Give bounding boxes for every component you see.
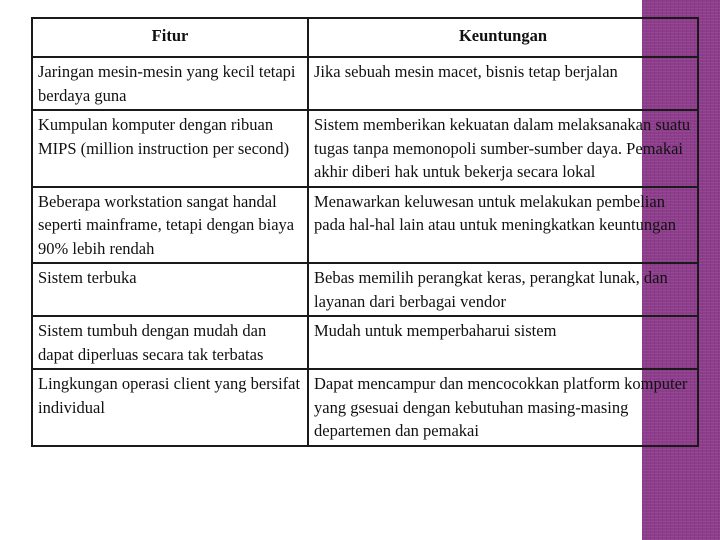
cell-keuntungan: Dapat mencampur dan mencocokkan platform komputer yang gsesuai dengan kebutuhan masing-masing departemen dan pemakai	[308, 369, 698, 446]
cell-fitur: Kumpulan komputer dengan ribuan MIPS (million instruction per second)	[32, 110, 308, 187]
header-keuntungan: Keuntungan	[308, 18, 698, 57]
table-row	[32, 316, 698, 369]
cell-keuntungan: Mudah untuk memperbaharui sistem	[308, 316, 698, 369]
table-row	[32, 263, 698, 316]
cell-keuntungan: Bebas memilih perangkat keras, perangkat lunak, dan layanan dari berbagai vendor	[308, 263, 698, 316]
cell-fitur: Sistem tumbuh dengan mudah dan dapat diperluas secara tak terbatas	[32, 316, 308, 369]
features-table	[31, 17, 699, 447]
cell-keuntungan: Menawarkan keluwesan untuk melakukan pembelian pada hal-hal lain atau untuk meningkatkan keuntungan	[308, 187, 698, 264]
header-fitur: Fitur	[32, 18, 308, 57]
cell-fitur: Lingkungan operasi client yang bersifat individual	[32, 369, 308, 446]
table-row	[32, 110, 698, 187]
cell-fitur: Jaringan mesin-mesin yang kecil tetapi berdaya guna	[32, 57, 308, 110]
cell-fitur: Sistem terbuka	[32, 263, 308, 316]
table-header-row	[32, 18, 698, 57]
table-row	[32, 187, 698, 264]
cell-keuntungan: Jika sebuah mesin macet, bisnis tetap berjalan	[308, 57, 698, 110]
cell-fitur: Beberapa workstation sangat handal seperti mainframe, tetapi dengan biaya 90% lebih rendah	[32, 187, 308, 264]
table-row	[32, 57, 698, 110]
table-row	[32, 369, 698, 446]
cell-keuntungan: Sistem memberikan kekuatan dalam melaksanakan suatu tugas tanpa memonopoli sumber-sumber daya. Pemakai akhir diberi hak untuk bekerja secara lokal	[308, 110, 698, 187]
